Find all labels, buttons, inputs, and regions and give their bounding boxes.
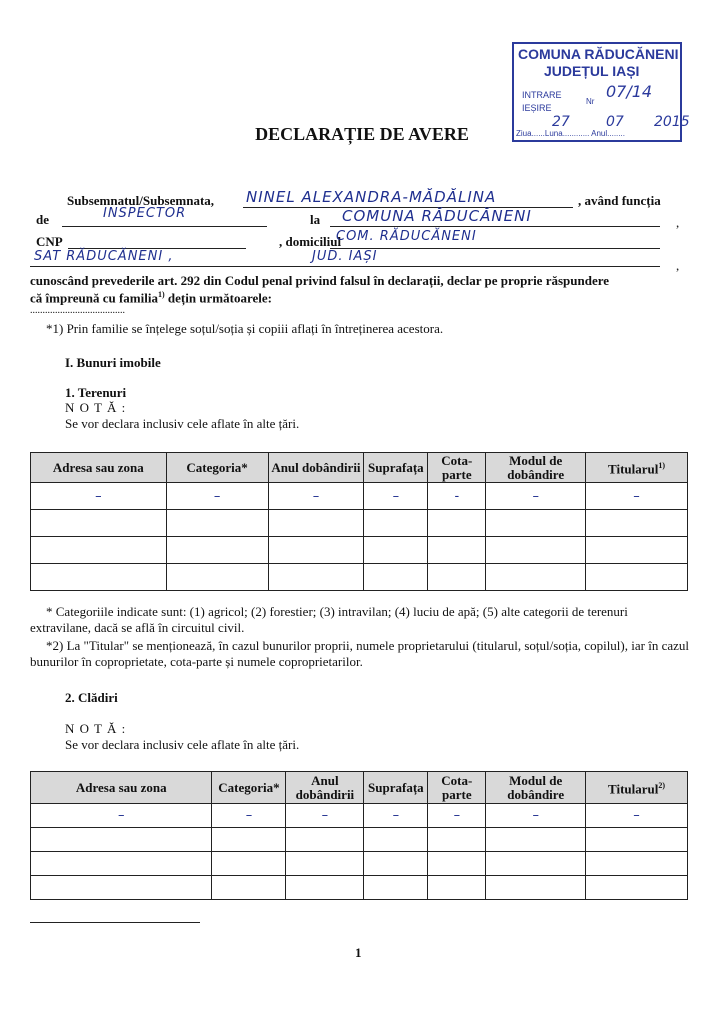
table-cell: - [428,483,486,510]
col-header: Suprafața [364,453,428,483]
nota-1: N O T Ă : [65,400,127,415]
statement-sup: 1) [157,290,165,299]
dotted-separator: ...................................... [30,305,125,316]
col-header-titular: Titularul [608,461,659,477]
domicile-value-1: COM. RĂDUCĂNENI [336,229,477,244]
table-cell: – [212,804,286,828]
col-header: Modul de dobândire [486,772,586,804]
table-row [31,564,688,591]
subsection-terenuri: 1. Terenuri [65,385,127,400]
page-number: 1 [355,945,362,960]
nota-1-text: Se vor declara inclusiv cele aflate în alte țări. [65,416,300,431]
titular-sup: 1) [658,460,666,470]
cladiri-table [30,771,688,900]
terenuri-table [30,452,688,591]
stamp-intrare: INTRARE [522,90,562,100]
label-function: , având funcția [578,193,661,208]
function-line [62,226,267,227]
col-header: Adresa sau zona [31,453,167,483]
note-categories: * Categoriile indicate sunt: (1) agricol; (2) forestier; (3) intravilan; (4) luciu de apă; (5) alte categorii de terenuri extravilane, dacă se află în circuitul civil. [30,604,628,635]
institution-line [330,226,660,227]
subsection-cladiri: 2. Clădiri [65,690,118,705]
stamp-hand-year: 2015 [654,114,690,130]
col-header: Cota-parte [428,453,486,483]
table-row [31,804,688,828]
table-cell: – [364,804,428,828]
table-cell: – [286,804,364,828]
statement-line-2a: că împreună cu familia [30,290,158,306]
institution-value: COMUNA RĂDUCĂNENI [342,207,532,225]
label-domicile: , domiciliul [279,234,342,249]
domicile-line-2 [30,266,660,267]
table-cell: – [31,483,167,510]
stamp-commune: COMUNA RĂDUCĂNENI [518,46,679,62]
domicile-value-2: SAT RĂDUCĂNENI , [34,249,174,264]
table-cell: – [486,483,586,510]
col-header: Cota-parte [428,772,486,804]
col-header [586,772,688,804]
section-heading-bunuri-imobile: I. Bunuri imobile [65,355,161,370]
nota-2-text: Se vor declara inclusiv cele aflate în alte țări. [65,737,300,752]
table-row [31,483,688,510]
nota-2: N O T Ă : [65,721,127,736]
label-cnp: CNP [36,234,63,249]
domicile-value-3: JUD. IAȘI [312,249,378,264]
table-cell: – [586,483,688,510]
label-de: de [36,212,49,227]
table-row [31,852,688,876]
col-header: Modul de dobândire [486,453,586,483]
stamp-iesire: IEȘIRE [522,103,552,113]
label-name: Subsemnatul/Subsemnata, [67,193,215,208]
document-title: DECLARAȚIE DE AVERE [255,124,469,144]
col-header: Categoria* [212,772,286,804]
col-header: Suprafața [364,772,428,804]
table-cell: – [268,483,364,510]
table-row [31,828,688,852]
label-la: la [310,212,321,227]
note-titular: *2) La "Titular" se menționează, în cazul bunurilor proprii, numele proprietarului (titularul, soțul/soția, copilul), iar în cazul bunurilor în coproprietate, cota-parte și numele coproprietarilor. [30,638,689,669]
stamp-county: JUDEȚUL IAȘI [544,63,640,79]
col-header [586,453,688,483]
col-header: Adresa sau zona [31,772,212,804]
stamp-nr: Nr [586,97,595,106]
table-cell: – [166,483,268,510]
comma-2: , [676,258,680,273]
statement-line-2b: dețin următoarele: [164,290,272,306]
titular-sup: 2) [658,780,666,790]
col-header: Anul dobândirii [268,453,364,483]
table-row [31,876,688,900]
table-row [31,537,688,564]
stamp-date-labels: Ziua......Luna............ Anul........ [516,129,625,138]
footnote-family: *1) Prin familie se înțelege soțul/soția și copiii aflați în întreținerea acestora. [46,321,444,336]
footnote-separator [30,922,200,923]
col-header-titular: Titularul [608,781,659,797]
table-cell: – [364,483,428,510]
table-cell: – [31,804,212,828]
declarant-name: NINEL ALEXANDRA-MĂDĂLINA [246,188,497,206]
stamp-hand-month: 07 [606,114,624,130]
table-cell: – [428,804,486,828]
stamp-hand-number: 07/14 [606,82,653,101]
col-header: Anul dobândirii [286,772,364,804]
table-row [31,510,688,537]
statement-line-1: cunoscând prevederile art. 292 din Codul penal privind falsul în declarații, declar pe proprie răspundere [30,273,610,288]
function-value: INSPECTOR [103,206,187,221]
comma-1: , [676,215,680,230]
table-cell: – [586,804,688,828]
domicile-line-1 [330,248,660,249]
table-cell: – [486,804,586,828]
col-header: Categoria* [166,453,268,483]
stamp-hand-day: 27 [552,114,570,130]
